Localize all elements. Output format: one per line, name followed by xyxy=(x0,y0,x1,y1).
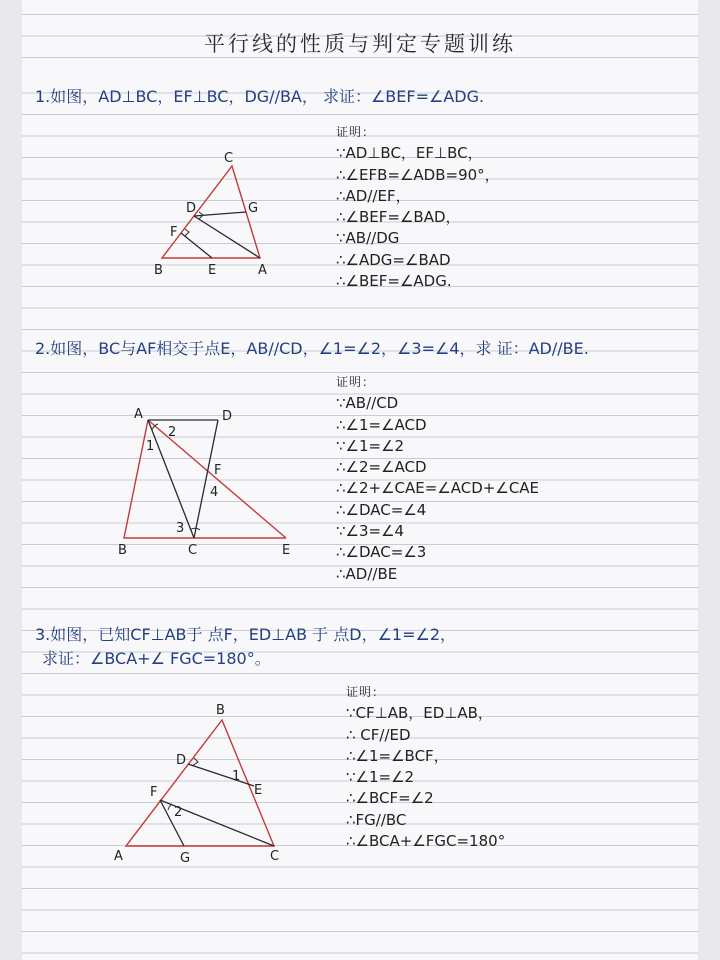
problem-3-proof xyxy=(346,682,505,852)
problem-2-figure xyxy=(112,402,302,562)
problem-2-statement: 2.如图，BC与AF相交于点E，AB//CD，∠1=∠2，∠3=∠4，求 证：AD//BE. xyxy=(35,339,589,358)
label-G: G xyxy=(180,851,191,866)
proof-line: ∴∠BEF=∠ADG. xyxy=(336,272,452,291)
proof-line: ∵CF⊥AB，ED⊥AB， xyxy=(346,704,493,723)
proof-line: ∵AD⊥BC，EF⊥BC， xyxy=(336,144,483,163)
label-A: A xyxy=(114,849,123,864)
proof-line: ∵AB//CD xyxy=(336,394,399,413)
proof-line: ∴FG//BC xyxy=(346,810,407,829)
proof-heading: 证明： xyxy=(336,125,376,139)
proof-line: ∵∠1=∠2 xyxy=(336,436,405,455)
label-A: A xyxy=(134,407,143,422)
angle-3: 3 xyxy=(176,521,185,536)
label-D: D xyxy=(186,201,197,216)
label-F: F xyxy=(150,785,158,800)
proof-heading: 证明： xyxy=(346,685,386,699)
proof-line: ∴∠BCF=∠2 xyxy=(346,789,434,808)
label-E: E xyxy=(282,543,291,558)
angle-1: 1 xyxy=(232,769,241,784)
proof-heading: 证明： xyxy=(336,375,376,389)
label-F: F xyxy=(170,225,178,240)
proof-line: ∴∠1=∠ACD xyxy=(336,415,427,434)
label-B: B xyxy=(154,263,163,278)
proof-line: ∵∠3=∠4 xyxy=(336,522,405,541)
page-title: 平行线的性质与判定专题训练 xyxy=(204,32,516,56)
label-B: B xyxy=(216,703,225,718)
triangle-abc xyxy=(126,720,274,846)
proof-line: ∴∠BEF=∠BAD， xyxy=(336,208,461,227)
proof-line: ∴∠DAC=∠4 xyxy=(336,500,427,519)
label-C: C xyxy=(224,151,234,166)
proof-line: ∴∠2=∠ACD xyxy=(336,458,427,477)
label-A: A xyxy=(258,263,267,278)
label-G: G xyxy=(248,201,259,216)
problem-1-figure xyxy=(150,148,290,280)
label-F: F xyxy=(214,463,222,478)
problem-3-figure xyxy=(108,700,298,870)
proof-line: ∴∠2+∠CAE=∠ACD+∠CAE xyxy=(336,479,540,498)
problem-3-statement-line1: 3.如图，已知CF⊥AB于 点F，ED⊥AB 于 点D，∠1=∠2， xyxy=(35,625,457,644)
proof-line: ∴∠1=∠BCF， xyxy=(346,746,449,765)
proof-line: ∴ CF//ED xyxy=(346,725,411,744)
proof-line: ∴∠ADG=∠BAD xyxy=(336,250,451,269)
proof-line: ∵AB//DG xyxy=(336,229,400,248)
problem-1-proof xyxy=(336,122,500,292)
label-D: D xyxy=(176,753,187,768)
problem-3-statement-line2: 求证：∠BCA+∠ FGC=180°。 xyxy=(42,649,271,668)
problem-1-statement: 1.如图，AD⊥BC，EF⊥BC，DG//BA， 求证：∠BEF=∠ADG. xyxy=(35,87,485,106)
proof-line: ∵∠1=∠2 xyxy=(346,768,415,787)
proof-line: ∴AD//BE xyxy=(336,564,398,583)
label-E: E xyxy=(208,263,217,278)
label-D: D xyxy=(222,409,233,424)
label-C: C xyxy=(188,543,198,558)
proof-line: ∴AD//EF， xyxy=(336,186,411,205)
problem-2-proof xyxy=(336,372,539,585)
angle-2: 2 xyxy=(168,425,177,440)
label-C: C xyxy=(270,849,280,864)
proof-line: ∴∠BCA+∠FGC=180° xyxy=(346,832,506,851)
angle-1: 1 xyxy=(146,439,155,454)
angle-2: 2 xyxy=(174,805,183,820)
angle-4: 4 xyxy=(210,485,219,500)
label-B: B xyxy=(118,543,127,558)
proof-line: ∴∠EFB=∠ADB=90°， xyxy=(336,165,500,184)
label-E: E xyxy=(254,783,263,798)
proof-line: ∴∠DAC=∠3 xyxy=(336,543,427,562)
